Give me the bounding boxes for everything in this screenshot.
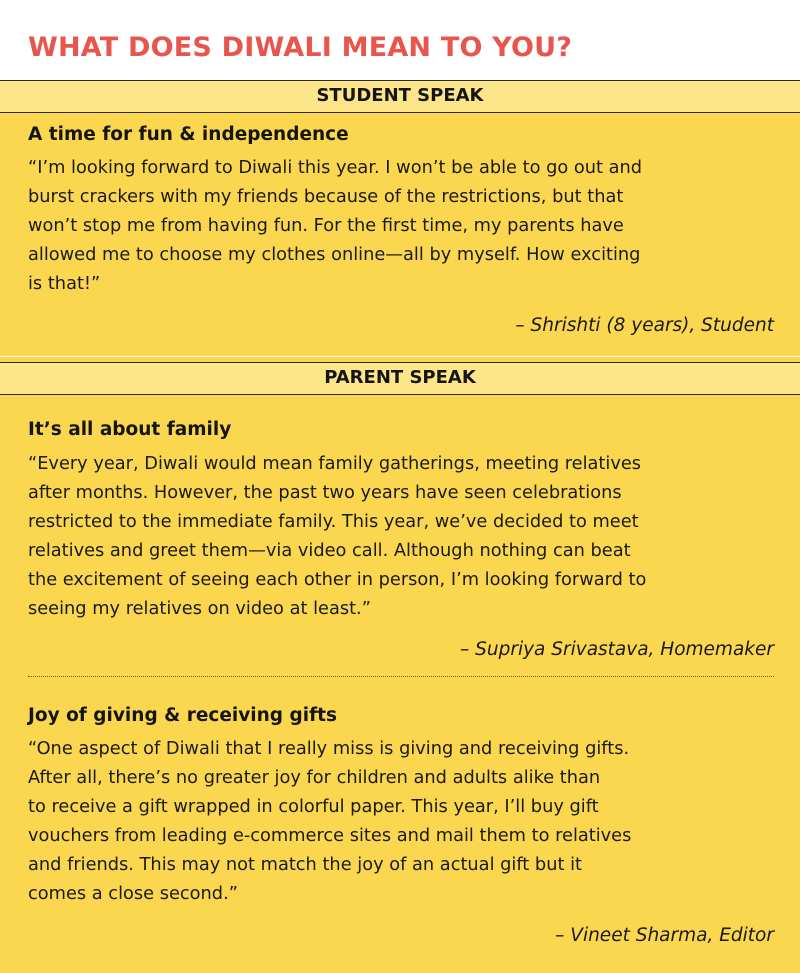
entry-quote-parent-1 [28,449,788,623]
attribution-student-1: – Shrishti (8 years), Student [515,315,774,336]
entry-heading-student-1: A time for fun & independence [28,124,349,145]
quote-line: after months. However, the past two years have seen celebrations [28,482,622,503]
quote-line: “Every year, Diwali would mean family gatherings, meeting relatives [28,453,642,474]
quote-line: burst crackers with my friends because of the restrictions, but that [28,186,624,207]
attribution-parent-2: – Vineet Sharma, Editor [555,925,774,946]
quote-line: “I’m looking forward to Diwali this year. I won’t be able to go out and [28,157,643,178]
quote-line: restricted to the immediate family. This year, we’ve decided to meet [28,511,639,532]
page-title: WHAT DOES DIWALI MEAN TO YOU? [28,32,573,63]
quote-line: relatives and greet them—via video call. Although nothing can beat [28,540,631,561]
quote-line: After all, there’s no greater joy for children and adults alike than [28,767,601,788]
parent-section-header: PARENT SPEAK [0,362,800,395]
dotted-divider [28,676,774,677]
student-section-header: STUDENT SPEAK [0,80,800,113]
quote-line: is that!” [28,273,101,294]
quote-line: vouchers from leading e-commerce sites and mail them to relatives [28,825,632,846]
quote-line: comes a close second.” [28,883,238,904]
quote-line: seeing my relatives on video at least.” [28,598,371,619]
quote-line: and friends. This may not match the joy of an actual gift but it [28,854,582,875]
entry-quote-student-1 [28,153,788,298]
entry-heading-parent-2: Joy of giving & receiving gifts [28,705,337,726]
entry-heading-parent-1: It’s all about family [28,419,232,440]
quote-line: to receive a gift wrapped in colorful paper. This year, I’ll buy gift [28,796,599,817]
attribution-parent-1: – Supriya Srivastava, Homemaker [460,639,774,660]
quote-line: the excitement of seeing each other in person, I’m looking forward to [28,569,647,590]
quote-line: won’t stop me from having fun. For the first time, my parents have [28,215,624,236]
entry-quote-parent-2 [28,734,788,908]
quote-line: “One aspect of Diwali that I really miss is giving and receiving gifts. [28,738,630,759]
quote-line: allowed me to choose my clothes online—all by myself. How exciting [28,244,641,265]
